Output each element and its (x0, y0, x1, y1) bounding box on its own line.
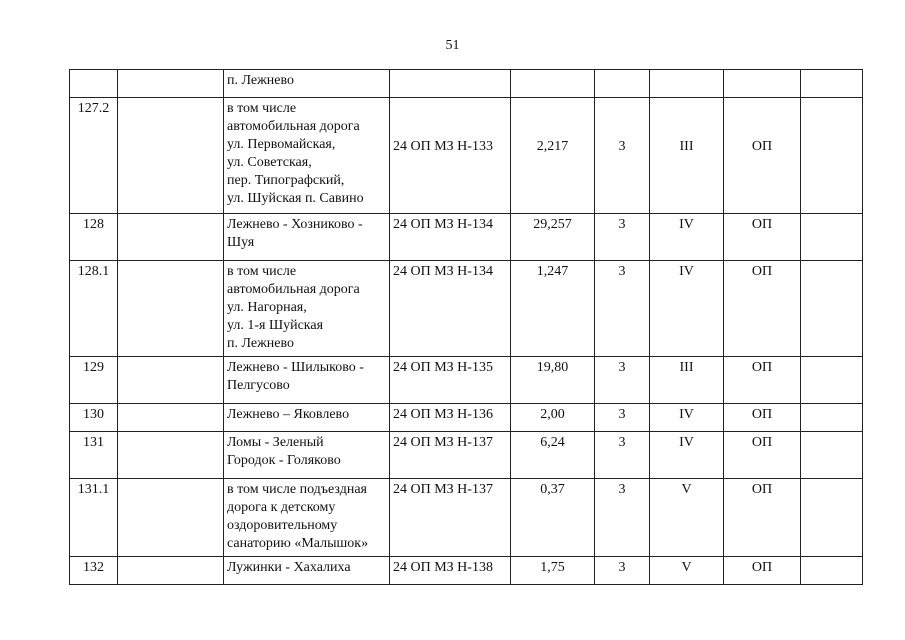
row-number: 127.2 (70, 98, 118, 214)
road-id: 24 ОП МЗ Н-134 (390, 261, 511, 357)
roads-table (69, 69, 863, 585)
road-type: ОП (724, 357, 801, 404)
road-length: 29,257 (511, 214, 595, 261)
road-length: 1,247 (511, 261, 595, 357)
road-name: Ломы - Зеленый Городок - Голяково (224, 432, 390, 479)
road-class (650, 70, 724, 98)
road-id: 24 ОП МЗ Н-138 (390, 557, 511, 585)
road-name: п. Лежнево (224, 70, 390, 98)
road-class: III (650, 357, 724, 404)
road-category: 3 (595, 214, 650, 261)
road-type: ОП (724, 261, 801, 357)
table-row (70, 432, 863, 479)
road-length: 2,00 (511, 404, 595, 432)
road-type: ОП (724, 404, 801, 432)
road-class: IV (650, 261, 724, 357)
row-number: 131 (70, 432, 118, 479)
row-blank-cell (118, 70, 224, 98)
table-row (70, 70, 863, 98)
road-class: III (650, 98, 724, 214)
road-class: IV (650, 214, 724, 261)
row-number: 131.1 (70, 479, 118, 557)
road-id: 24 ОП МЗ Н-133 (390, 98, 511, 214)
page-number: 51 (445, 38, 460, 53)
road-length: 1,75 (511, 557, 595, 585)
table-row (70, 357, 863, 404)
row-blank-cell (118, 98, 224, 214)
row-blank-cell (801, 404, 863, 432)
road-id: 24 ОП МЗ Н-135 (390, 357, 511, 404)
road-name: в том числе автомобильная дорога ул. Первомайская, ул. Советская, пер. Типографский, ул. Шуйская п. Савино (224, 98, 390, 214)
row-number: 128 (70, 214, 118, 261)
road-name: Лежнево - Шилыково - Пелгусово (224, 357, 390, 404)
row-blank-cell (801, 214, 863, 261)
road-category: 3 (595, 432, 650, 479)
road-id: 24 ОП МЗ Н-134 (390, 214, 511, 261)
road-length: 0,37 (511, 479, 595, 557)
road-id (390, 70, 511, 98)
road-type: ОП (724, 557, 801, 585)
table-row (70, 261, 863, 357)
table-row (70, 479, 863, 557)
road-category: 3 (595, 479, 650, 557)
road-category: 3 (595, 98, 650, 214)
road-length: 2,217 (511, 98, 595, 214)
row-blank-cell (118, 557, 224, 585)
table-row (70, 98, 863, 214)
road-name: в том числе автомобильная дорога ул. Нагорная, ул. 1-я Шуйская п. Лежнево (224, 261, 390, 357)
row-blank-cell (118, 479, 224, 557)
row-blank-cell (118, 214, 224, 261)
road-class: IV (650, 432, 724, 479)
row-blank-cell (801, 557, 863, 585)
row-blank-cell (118, 261, 224, 357)
row-blank-cell (118, 404, 224, 432)
table-row (70, 404, 863, 432)
table-row (70, 557, 863, 585)
road-type: ОП (724, 479, 801, 557)
row-number: 130 (70, 404, 118, 432)
row-number (70, 70, 118, 98)
road-category: 3 (595, 557, 650, 585)
road-name: в том числе подъездная дорога к детскому оздоровительному санаторию «Малышок» (224, 479, 390, 557)
road-category (595, 70, 650, 98)
road-length: 6,24 (511, 432, 595, 479)
road-name: Лужинки - Хахалиха (224, 557, 390, 585)
row-blank-cell (118, 432, 224, 479)
road-type (724, 70, 801, 98)
road-name: Лежнево – Яковлево (224, 404, 390, 432)
road-id: 24 ОП МЗ Н-137 (390, 479, 511, 557)
road-length: 19,80 (511, 357, 595, 404)
row-blank-cell (801, 357, 863, 404)
row-number: 128.1 (70, 261, 118, 357)
row-number: 129 (70, 357, 118, 404)
road-id: 24 ОП МЗ Н-136 (390, 404, 511, 432)
row-blank-cell (801, 98, 863, 214)
road-class: IV (650, 404, 724, 432)
road-type: ОП (724, 432, 801, 479)
road-class: V (650, 557, 724, 585)
row-number: 132 (70, 557, 118, 585)
table-row (70, 214, 863, 261)
road-id: 24 ОП МЗ Н-137 (390, 432, 511, 479)
road-length (511, 70, 595, 98)
road-type: ОП (724, 98, 801, 214)
row-blank-cell (118, 357, 224, 404)
road-class: V (650, 479, 724, 557)
row-blank-cell (801, 261, 863, 357)
row-blank-cell (801, 70, 863, 98)
road-name: Лежнево - Хозниково - Шуя (224, 214, 390, 261)
road-category: 3 (595, 404, 650, 432)
row-blank-cell (801, 432, 863, 479)
road-category: 3 (595, 261, 650, 357)
road-category: 3 (595, 357, 650, 404)
row-blank-cell (801, 479, 863, 557)
road-type: ОП (724, 214, 801, 261)
